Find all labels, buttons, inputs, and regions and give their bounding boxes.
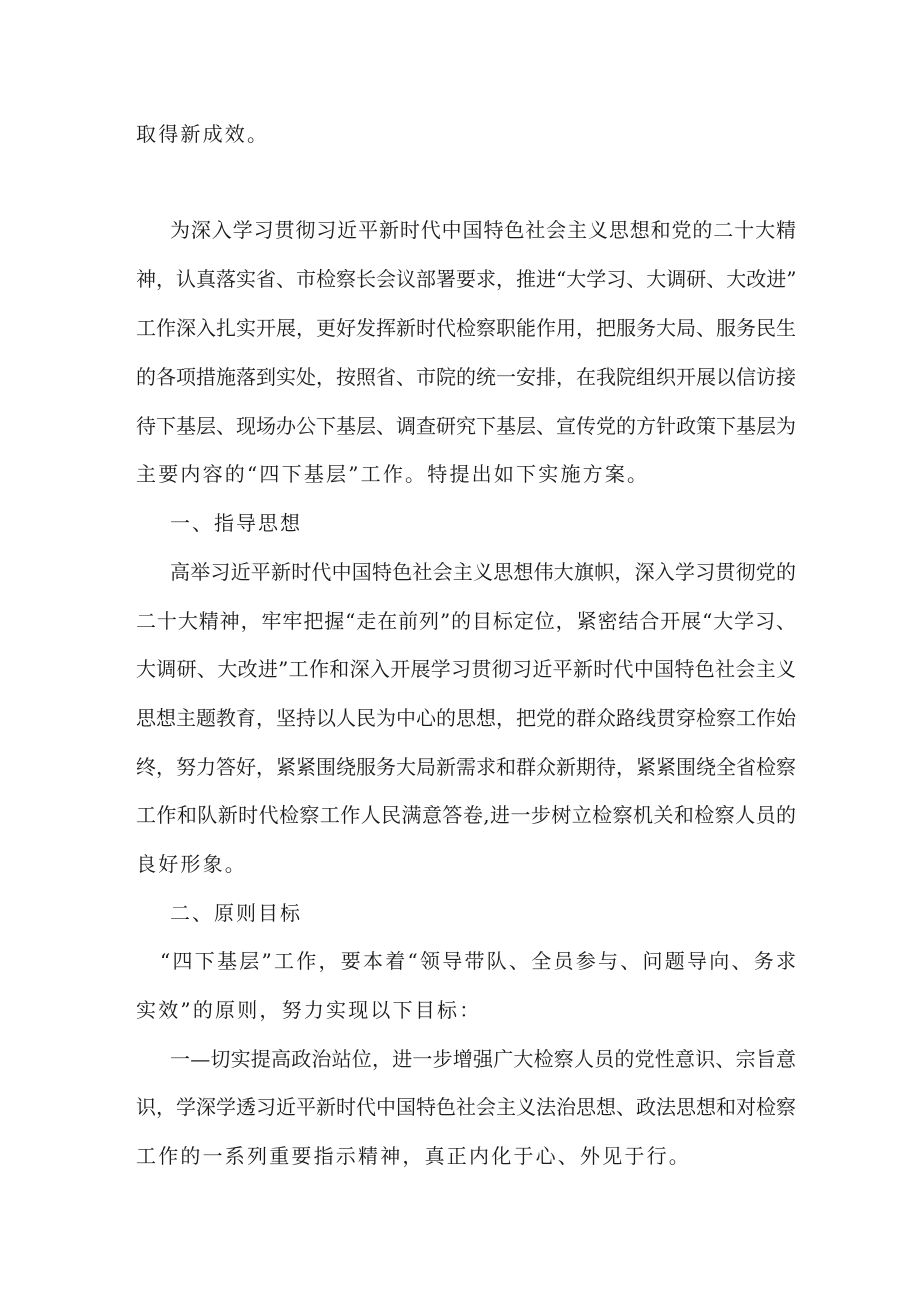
text-line: 一—切实提高政治站位，进一步增强广大检察人员的党性意识、宗旨意	[170, 1047, 796, 1071]
text-line: 为深入学习贯彻习近平新时代中国特色社会主义思想和党的二十大精	[170, 218, 796, 242]
text-line: 的各项措施落到实处，按照省、市院的统一安排，在我院组织开展以信访接	[136, 365, 796, 389]
text-line: 取得新成效。	[136, 122, 270, 146]
text-line: 高举习近平新时代中国特色社会主义思想伟大旗帜，深入学习贯彻党的	[170, 560, 796, 584]
section-heading: 一、指导思想	[170, 511, 302, 535]
text-line: 识，学深学透习近平新时代中国特色社会主义法治思想、政法思想和对检察	[136, 1095, 796, 1119]
text-line: 实效”的原则，努力实现以下目标：	[136, 998, 482, 1022]
text-line: 神，认真落实省、市检察长会议部署要求，推进“大学习、大调研、大改进”	[136, 267, 797, 291]
text-line: 二十大精神，牢牢把握“走在前列”的目标定位，紧密结合开展“大学习、	[136, 609, 796, 633]
text-line: 思想主题教育，坚持以人民为中心的思想，把党的群众路线贯穿检察工作始	[136, 706, 796, 730]
text-line: 工作和队新时代检察工作人民满意答卷,进一步树立检察机关和检察人员的	[136, 803, 796, 827]
text-line: 大调研、大改进”工作和深入开展学习贯彻习近平新时代中国特色社会主义	[136, 657, 796, 681]
text-line: 工作的一系列重要指示精神，真正内化于心、外见于行。	[136, 1144, 691, 1168]
text-line: 待下基层、现场办公下基层、调查研究下基层、宣传党的方针政策下基层为	[136, 414, 796, 438]
text-line: “四下基层”工作，要本着“领导带队、全员参与、问题导向、务求	[160, 949, 796, 973]
section-heading: 二、原则目标	[170, 901, 302, 925]
text-line: 良好形象。	[136, 852, 247, 876]
text-line: 终，努力答好，紧紧围绕服务大局新需求和群众新期待，紧紧围绕全省检察	[136, 755, 796, 779]
text-line: 主要内容的“四下基层”工作。特提出如下实施方案。	[136, 462, 650, 486]
text-line: 工作深入扎实开展，更好发挥新时代检察职能作用，把服务大局、服务民生	[136, 316, 796, 340]
